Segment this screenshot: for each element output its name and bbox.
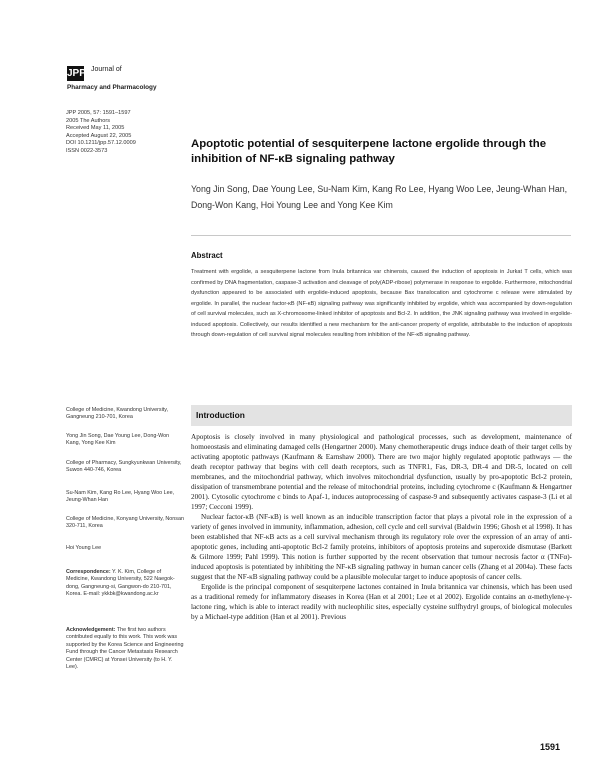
introduction-heading: Introduction (196, 410, 245, 420)
meta-line: ISSN 0022-3573 (66, 147, 108, 154)
affiliation-authors: Yong Jin Song, Dae Young Lee, Dong-Won Kang, Yong Kee Kim (66, 433, 170, 447)
paragraph: Ergolide is the principal component of sesquiterpene lactones contained in Inula britannica var chinensis, which has been used as a traditional remedy for inflammatory diseases in Korea (Han et al 2001; Lee et al 2002). Ergolide contains an α-methylene-γ-lactone ring, which is able to interact readily with nucleophilic sites, especially cysteine sulfhydryl groups, of biological molecules by a Michael-type addition (Han et al 2001). Previous (191, 583, 572, 621)
affiliation-authors: Hoi Young Lee (66, 545, 102, 551)
publication-meta (66, 110, 186, 156)
acknowledgement-label: Acknowledgement: (66, 627, 116, 633)
article-authors: Yong Jin Song, Dae Young Lee, Su-Nam Kim, Kang Ro Lee, Hyang Woo Lee, Jeung-Whan Han, Dong-Won Kang, Hoi Young Lee and Yong Kee Kim (191, 184, 568, 210)
acknowledgement (66, 627, 184, 671)
journal-name: Pharmacy and Pharmacology (67, 84, 157, 91)
journal-logo: JPP (67, 68, 86, 79)
paragraph: Nuclear factor-κB (NF-κB) is well known as an inducible transcription factor that plays a pivotal role in the expression of a variety of genes involved in immunity, inflammation, adhesion, cell cycle and cell survival (Baldwin 1996; Ghosh et al 1998). It has been established that NF-κB acts as a cell survival mechanism through its regulatory role over the expression of an array of anti-apoptotic genes, including anti-apoptotic Bcl-2 family proteins, inhibitors of apoptosis proteins and superoxide dismutase (Barkett & Gilmore 1999; Pahl 1999). This notion is further supported by the recent observation that tumour necrosis factor α (TNFα)-induced apoptosis is potentiated by inhibiting the NF-κB signaling pathway in human cancer cells (Zhang et al 2004a). These facts suggest that the NF-κB signaling pathway could be a plausible molecular target to induce apoptosis of cancer cells. (191, 513, 572, 581)
meta-line: Accepted August 22, 2005 (66, 132, 132, 139)
meta-line: Received May 11, 2005 (66, 125, 125, 132)
introduction-body (191, 432, 572, 622)
meta-line: DOI 10.1211/jpp.57.12.0009 (66, 140, 136, 147)
affiliation: College of Pharmacy, Sungkyunkwan University, Suwon 440-746, Korea (66, 460, 182, 474)
correspondence-text: Y. K. Kim, College of Medicine, Kwandong University, 522 Naegok-dong, Gangneung-si, Gangwon-do 210-701, Korea. E-mail: ykkbk@kwandong.ac.kr (66, 569, 175, 598)
journal-logo-line1: Journal of (91, 66, 122, 73)
paragraph: Apoptosis is closely involved in many physiological and pathological processes, such as development, maintenance of homoeostasis and eliminating damaged cells (Hengartner 2000). Many chemotherapeutic drugs induce death of their target cells by activating apoptotic pathways (Kaufmann & Earnshaw 2000). There are two major highly regulated apoptotic pathways — the death receptor pathway that begins with cell death receptors, such as TNFR1, Fas, DR-3, DR-4 and DR-5, located on cell membranes, and the mitochondrial pathway, which involves mitochondrial dysfunction, usually by pro-apoptotic Bcl-2 protein, dissipation of transmembrane potential and the release of mitochondrial proteins, including cytochrome c (Kaufmann & Hengartner 2001). Cytosolic cytochrome c binds to Apaf-1, induces autoprocessing of caspase-9 and subsequently activates caspase-3 (Li et al 1997; Cecconi 1999). (191, 433, 572, 511)
correspondence (66, 569, 184, 599)
page-number: 1591 (540, 742, 561, 752)
meta-line: JPP 2005, 57: 1591–1597 (66, 110, 131, 116)
abstract-heading: Abstract (191, 251, 223, 260)
acknowledgement-text: The first two authors contributed equally to this work. This work was supported by the Korea Science and Engineering Fund through the Cancer Metastasis Research Center (CMRC) at Yonsei University (to H. Y. Lee). (66, 627, 184, 671)
affiliation-authors: Su-Nam Kim, Kang Ro Lee, Hyang Woo Lee, Jeung-Whan Han (66, 490, 175, 504)
divider (191, 235, 571, 236)
meta-line: 2005 The Authors (66, 117, 111, 124)
affiliation: College of Medicine, Kwandong University, Gangneung 210-701, Korea (66, 407, 169, 421)
affiliation: College of Medicine, Konyang University, Nonsan 320-711, Korea (66, 516, 184, 530)
article-title: Apoptotic potential of sesquiterpene lactone ergolide through the inhibition of NF-κB signaling pathway (191, 138, 547, 165)
correspondence-label: Correspondence: (66, 569, 111, 575)
abstract-text: Treatment with ergolide, a sesquiterpene lactone from Inula britannica var chinensis, caused the induction of apoptosis in Jurkat T cells, which was confirmed by DNA fragmentation, caspase-3 activation and cleavage of poly(ADP-ribose) polymerase in response to ergolide. Furthermore, mitochondrial dysfunction appeared to be associated with ergolide-induced apoptosis, because Bax translocation and cytochrome c release were stimulated by ergolide. In parallel, the nuclear factor-κB (NF-κB) signaling pathway was significantly inhibited by ergolide, which was accompanied by down-regulation of cell survival molecules, such as X-chromosome-linked inhibitor of apoptosis and Bcl-2. In addition, the JNK signaling pathway was involved in ergolide-induced apoptosis. Collectively, our results identified a new mechanism for the anti-cancer property of ergolide, attributable to the induction of apoptosis through down-regulation of cell survival signal molecules resulting from inhibition of the NF-κB signaling pathway. (191, 269, 572, 338)
introduction-header-bar (191, 405, 572, 426)
